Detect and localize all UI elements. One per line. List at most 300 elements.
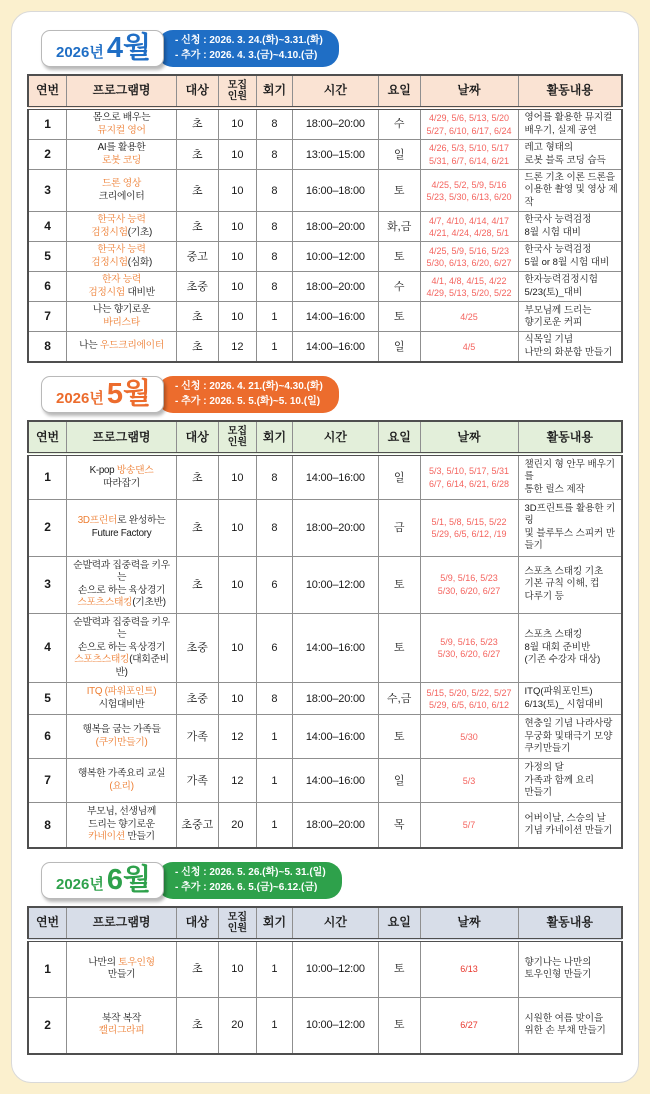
table-row xyxy=(28,940,622,997)
column-header xyxy=(218,75,257,108)
program-name-part: 순발력과 집중력을 키우는 xyxy=(73,616,170,641)
table-row xyxy=(28,140,622,170)
cell-time: 14:00–16:00 xyxy=(292,759,378,803)
cell-time: 14:00–16:00 xyxy=(292,715,378,759)
program-name-part: 스포츠스태킹 xyxy=(74,654,130,666)
column-header-label: 연번 xyxy=(35,915,60,930)
cell-no: 5 xyxy=(28,242,67,272)
column-header-label: 모집 xyxy=(227,912,248,923)
program-name-part: 드리는 향기로운 xyxy=(88,818,155,830)
cell-program-name xyxy=(67,803,177,848)
column-header-label: 시간 xyxy=(323,83,347,98)
cell-day: 일 xyxy=(378,759,420,803)
column-header xyxy=(257,907,293,940)
cell-time: 14:00–16:00 xyxy=(292,332,378,362)
cell-time: 18:00–20:00 xyxy=(292,803,378,848)
date-line: 5/27, 6/10, 6/17, 6/24 xyxy=(426,125,512,136)
column-header-label: 활동내용 xyxy=(546,915,593,930)
cell-sessions: 8 xyxy=(257,108,293,140)
activity-line: 한국사 능력검정 xyxy=(524,214,592,226)
cell-activity xyxy=(518,332,622,362)
activity-line: 레고 형태의 xyxy=(524,142,574,154)
cell-dates xyxy=(420,715,518,759)
cell-time: 18:00–20:00 xyxy=(292,683,378,715)
program-name-part: 드론 영상 xyxy=(102,178,142,190)
table-row xyxy=(28,683,622,715)
cell-target: 초중 xyxy=(176,683,218,715)
cell-program-name xyxy=(67,500,177,556)
cell-dates xyxy=(420,940,518,997)
date-line: 5/30, 6/13, 6/20, 6/27 xyxy=(426,257,512,268)
date-line: 5/9, 5/16, 5/23 xyxy=(440,636,498,647)
cell-activity xyxy=(518,556,622,613)
cell-time: 18:00–20:00 xyxy=(292,272,378,302)
program-name-part: 검정시험 xyxy=(91,226,128,238)
table-row xyxy=(28,108,622,140)
cell-target: 초 xyxy=(176,332,218,362)
activity-line: 한국사 능력검정 xyxy=(524,244,592,256)
cell-no: 1 xyxy=(28,108,67,140)
activity-line: 스포츠 스태킹 기초 xyxy=(524,566,604,578)
column-header-label: 프로그램명 xyxy=(92,83,151,98)
activity-line: 3D프린트를 활용한 키링 xyxy=(524,503,616,527)
activity-line: 챌린지 형 안무 배우기를 xyxy=(524,459,616,483)
date-line: 5/3, 5/10, 5/17, 5/31 xyxy=(428,466,510,477)
cell-day: 수,금 xyxy=(378,683,420,715)
cell-time: 10:00–12:00 xyxy=(292,940,378,997)
cell-dates xyxy=(420,272,518,302)
column-header xyxy=(518,75,622,108)
cell-target: 가족 xyxy=(176,715,218,759)
cell-dates xyxy=(420,556,518,613)
activity-line: 가족과 함께 요리 xyxy=(524,774,595,786)
activity-line: 향기로운 커피 xyxy=(524,316,583,328)
activity-line: 식목일 기념 xyxy=(524,334,574,346)
april-titlebar xyxy=(41,30,623,67)
cell-capacity: 10 xyxy=(218,170,257,212)
cell-day: 목 xyxy=(378,803,420,848)
header-row xyxy=(28,907,622,940)
date-line: 5/29, 6/5, 6/10, 6/12 xyxy=(428,699,510,710)
activity-line: 스포츠 스태킹 xyxy=(524,629,583,641)
cell-dates xyxy=(420,500,518,556)
may-titlebar xyxy=(41,376,623,413)
cell-activity xyxy=(518,500,622,556)
cell-activity xyxy=(518,242,622,272)
column-header xyxy=(378,75,420,108)
cell-target: 초 xyxy=(176,454,218,500)
activity-line: 위한 손 부채 만들기 xyxy=(524,1025,606,1037)
program-name-part: 검정시험 xyxy=(91,256,128,268)
date-line: 4/7, 4/10, 4/14, 4/17 xyxy=(428,215,510,226)
april-program-table xyxy=(27,74,623,363)
cell-day: 토 xyxy=(378,242,420,272)
cell-day: 토 xyxy=(378,940,420,997)
column-header-label: 시간 xyxy=(323,915,347,930)
activity-line: 5/23(토)_대비 xyxy=(524,286,583,298)
cell-time: 10:00–12:00 xyxy=(292,242,378,272)
cell-sessions: 1 xyxy=(257,332,293,362)
program-name-part: (기초반) xyxy=(132,597,166,609)
program-name-part: 한자 능력 xyxy=(102,274,142,286)
column-header-label: 요일 xyxy=(387,83,411,98)
activity-line: 토우인형 만들기 xyxy=(524,969,592,981)
column-header xyxy=(292,907,378,940)
program-name-part: 로 완성하는 xyxy=(117,515,166,527)
activity-line: 5월 or 8월 시험 대비 xyxy=(524,256,610,268)
date-line: 4/1, 4/8, 4/15, 4/22 xyxy=(431,275,507,286)
program-name-part: 크리에이터 xyxy=(98,190,145,202)
activity-line: 나만의 화분함 만들기 xyxy=(524,346,613,358)
cell-target: 초 xyxy=(176,302,218,332)
cell-program-name xyxy=(67,332,177,362)
program-name-part: 시험대비반 xyxy=(98,698,145,710)
column-header-label: 회기 xyxy=(262,429,287,444)
cell-dates xyxy=(420,613,518,683)
date-line: 4/29, 5/13, 5/20, 5/22 xyxy=(426,287,512,298)
program-name-part: 한국사 능력 xyxy=(97,244,146,256)
cell-capacity: 10 xyxy=(218,272,257,302)
activity-line: 만들기 xyxy=(524,787,553,799)
may-year-label: 2026년 xyxy=(56,390,104,408)
june-program-table xyxy=(27,906,623,1055)
date-line: 6/13 xyxy=(460,964,478,975)
cell-capacity: 10 xyxy=(218,940,257,997)
cell-day: 토 xyxy=(378,715,420,759)
program-name-part: 북작 복작 xyxy=(102,1012,142,1024)
cell-no: 1 xyxy=(28,940,67,997)
cell-day: 토 xyxy=(378,170,420,212)
cell-day: 수 xyxy=(378,272,420,302)
cell-activity xyxy=(518,683,622,715)
program-name-part: 뮤지컬 영어 xyxy=(97,124,146,136)
date-line: 4/29, 5/6, 5/13, 5/20 xyxy=(428,113,510,124)
activity-line: 8월 시험 대비 xyxy=(524,226,581,238)
may-notice-line2: - 추가 : 2026. 5. 5.(화)~5. 10.(일) xyxy=(175,395,321,407)
june-month-label: 6월 xyxy=(106,864,152,896)
cell-no: 7 xyxy=(28,759,67,803)
column-header xyxy=(518,907,622,940)
cell-capacity: 12 xyxy=(218,332,257,362)
cell-time: 10:00–12:00 xyxy=(292,997,378,1054)
activity-line: 한자능력검정시험 xyxy=(524,274,598,286)
table-row xyxy=(28,715,622,759)
program-name-part: 따라잡기 xyxy=(103,477,140,489)
cell-activity xyxy=(518,997,622,1054)
cell-target: 초 xyxy=(176,997,218,1054)
cell-no: 8 xyxy=(28,332,67,362)
cell-sessions: 1 xyxy=(257,302,293,332)
cell-no: 2 xyxy=(28,997,67,1054)
may-program-table xyxy=(27,420,623,849)
cell-dates xyxy=(420,759,518,803)
activity-line: 로봇 블록 코딩 습득 xyxy=(524,154,606,166)
cell-time: 14:00–16:00 xyxy=(292,302,378,332)
column-header-label: 모집 xyxy=(227,80,248,91)
activity-line: (기존 수강자 대상) xyxy=(524,654,601,666)
cell-no: 2 xyxy=(28,140,67,170)
cell-activity xyxy=(518,454,622,500)
column-header-label: 인원 xyxy=(227,923,248,934)
cell-program-name xyxy=(67,997,177,1054)
cell-no: 7 xyxy=(28,302,67,332)
cell-program-name xyxy=(67,683,177,715)
program-name-part: 캘리그라피 xyxy=(98,1025,145,1037)
program-name-part: 나는 향기로운 xyxy=(92,304,151,316)
column-header-label: 시간 xyxy=(323,429,347,444)
activity-line: 부모님께 드리는 xyxy=(524,304,592,316)
cell-sessions: 8 xyxy=(257,272,293,302)
cell-capacity: 10 xyxy=(218,556,257,613)
date-line: 5/23, 5/30, 6/13, 6/20 xyxy=(426,191,512,202)
cell-capacity: 10 xyxy=(218,454,257,500)
activity-line: 현충일 기념 나라사랑 xyxy=(524,718,613,730)
date-line: 6/27 xyxy=(460,1020,478,1031)
table-row xyxy=(28,556,622,613)
table-row xyxy=(28,272,622,302)
program-name-part: 순발력과 집중력을 키우는 xyxy=(73,559,170,584)
column-header-label: 날짜 xyxy=(457,915,481,930)
section-june xyxy=(27,862,623,1055)
activity-line: 다루기 등 xyxy=(524,590,564,602)
program-name-part: (심화) xyxy=(127,256,152,268)
program-name-part: 한국사 능력 xyxy=(97,214,146,226)
cell-no: 4 xyxy=(28,613,67,683)
date-line: 4/25, 5/9, 5/16, 5/23 xyxy=(428,245,510,256)
cell-dates xyxy=(420,302,518,332)
activity-line: 8월 대회 준비반 xyxy=(524,641,591,653)
column-header xyxy=(420,907,518,940)
date-line: 5/30, 6/20, 6/27 xyxy=(437,585,501,596)
june-titlebar xyxy=(41,862,623,899)
date-line: 4/25 xyxy=(460,311,478,322)
cell-capacity: 10 xyxy=(218,108,257,140)
cell-activity xyxy=(518,940,622,997)
may-notice-pill xyxy=(157,376,339,413)
table-row xyxy=(28,803,622,848)
column-header-label: 연번 xyxy=(35,83,60,98)
column-header-label: 요일 xyxy=(387,429,411,444)
date-line: 4/25, 5/2, 5/9, 5/16 xyxy=(431,179,507,190)
cell-target: 초중고 xyxy=(176,803,218,848)
column-header xyxy=(518,421,622,454)
cell-program-name xyxy=(67,272,177,302)
column-header-label: 인원 xyxy=(227,437,248,449)
cell-program-name xyxy=(67,613,177,683)
column-header xyxy=(292,421,378,454)
date-line: 5/30, 6/20, 6/27 xyxy=(437,648,501,659)
column-header-label: 활동내용 xyxy=(546,83,593,98)
cell-capacity: 12 xyxy=(218,759,257,803)
cell-day: 일 xyxy=(378,140,420,170)
cell-activity xyxy=(518,108,622,140)
cell-program-name xyxy=(67,170,177,212)
column-header xyxy=(378,907,420,940)
may-notice-line1: - 신청 : 2026. 4. 21.(화)~4.30.(화) xyxy=(175,381,323,393)
cell-capacity: 10 xyxy=(218,212,257,242)
cell-target: 초 xyxy=(176,500,218,556)
cell-program-name xyxy=(67,212,177,242)
cell-time: 14:00–16:00 xyxy=(292,454,378,500)
activity-line: 및 블루투스 스피커 만들기 xyxy=(524,527,616,552)
cell-sessions: 1 xyxy=(257,803,293,848)
cell-activity xyxy=(518,613,622,683)
activity-line: 어버이날, 스승의 날 xyxy=(524,812,606,824)
cell-program-name xyxy=(67,242,177,272)
column-header xyxy=(176,907,218,940)
activity-line: 6/13(토)_ 시험대비 xyxy=(524,698,604,710)
cell-capacity: 10 xyxy=(218,242,257,272)
section-april xyxy=(27,30,623,363)
cell-dates xyxy=(420,454,518,500)
cell-time: 13:00–15:00 xyxy=(292,140,378,170)
header-row xyxy=(28,421,622,454)
cell-day: 수 xyxy=(378,108,420,140)
cell-sessions: 6 xyxy=(257,613,293,683)
activity-line: 기념 카네이션 만들기 xyxy=(524,825,613,837)
column-header xyxy=(28,907,67,940)
date-line: 6/7, 6/14, 6/21, 6/28 xyxy=(428,478,510,489)
cell-day: 일 xyxy=(378,454,420,500)
column-header-label: 날짜 xyxy=(457,429,481,444)
flyer-card xyxy=(11,11,639,1083)
cell-time: 18:00–20:00 xyxy=(292,108,378,140)
column-header-label: 회기 xyxy=(262,83,287,98)
column-header xyxy=(378,421,420,454)
date-line: 5/29, 6/5, 6/12, /19 xyxy=(431,528,507,539)
cell-no: 6 xyxy=(28,272,67,302)
cell-sessions: 8 xyxy=(257,683,293,715)
cell-dates xyxy=(420,212,518,242)
may-month-chip xyxy=(41,376,164,413)
column-header xyxy=(420,421,518,454)
program-name-part: 손으로 하는 육상경기 xyxy=(77,641,166,653)
date-line: 5/1, 5/8, 5/15, 5/22 xyxy=(431,516,507,527)
cell-program-name xyxy=(67,940,177,997)
header-row xyxy=(28,75,622,108)
column-header-label: 활동내용 xyxy=(546,429,593,444)
cell-dates xyxy=(420,803,518,848)
june-notice-line1: - 신청 : 2026. 5. 26.(화)~5. 31.(일) xyxy=(175,867,326,878)
date-line: 5/30 xyxy=(460,731,478,742)
cell-no: 2 xyxy=(28,500,67,556)
program-name-part: 나만의 xyxy=(88,956,119,968)
cell-program-name xyxy=(67,302,177,332)
program-name-part: 토우인형 xyxy=(118,956,155,968)
cell-target: 초 xyxy=(176,140,218,170)
cell-target: 가족 xyxy=(176,759,218,803)
cell-target: 초중 xyxy=(176,272,218,302)
section-may xyxy=(27,376,623,849)
program-name-part: 나는 xyxy=(79,340,100,352)
activity-line: 가정의 달 xyxy=(524,762,564,774)
cell-target: 초 xyxy=(176,940,218,997)
date-line: 5/7 xyxy=(462,820,476,831)
cell-day: 토 xyxy=(378,556,420,613)
cell-target: 초 xyxy=(176,212,218,242)
june-month-chip xyxy=(41,862,164,899)
activity-line: 영어를 활용한 뮤지컬 xyxy=(524,112,613,124)
program-name-part: 행복을 굽는 가족들 xyxy=(82,724,161,736)
activity-line: 쿠키만들기 xyxy=(524,743,571,755)
cell-no: 1 xyxy=(28,454,67,500)
program-name-part: (기초) xyxy=(127,226,152,238)
cell-target: 초 xyxy=(176,108,218,140)
program-name-part: 우드크리에이터 xyxy=(99,340,164,352)
column-header xyxy=(218,907,257,940)
program-name-part: 로봇 코딩 xyxy=(102,154,142,166)
cell-time: 10:00–12:00 xyxy=(292,556,378,613)
column-header xyxy=(67,907,177,940)
column-header xyxy=(176,75,218,108)
cell-capacity: 10 xyxy=(218,500,257,556)
april-month-chip xyxy=(41,30,164,67)
april-notice-line2: - 추가 : 2026. 4. 3.(금)~4.10.(금) xyxy=(175,49,318,61)
cell-capacity: 12 xyxy=(218,715,257,759)
activity-line: 기본 규칙 이해, 컵 xyxy=(524,578,600,590)
cell-sessions: 8 xyxy=(257,170,293,212)
cell-capacity: 20 xyxy=(218,997,257,1054)
cell-capacity: 10 xyxy=(218,613,257,683)
cell-time: 18:00–20:00 xyxy=(292,500,378,556)
may-month-label: 5월 xyxy=(106,378,152,411)
cell-target: 초중 xyxy=(176,613,218,683)
program-name-part: AI를 활용한 xyxy=(97,142,146,154)
activity-line: 배우기, 실제 공연 xyxy=(524,124,597,136)
cell-sessions: 1 xyxy=(257,997,293,1054)
activity-line: 통한 릴스 제작 xyxy=(524,483,585,495)
cell-sessions: 8 xyxy=(257,500,293,556)
cell-dates xyxy=(420,683,518,715)
column-header xyxy=(67,75,177,108)
cell-no: 8 xyxy=(28,803,67,848)
table-row xyxy=(28,997,622,1054)
column-header-label: 대상 xyxy=(185,429,209,444)
table-row xyxy=(28,454,622,500)
cell-capacity: 10 xyxy=(218,302,257,332)
cell-target: 초 xyxy=(176,556,218,613)
activity-line: 이용한 촬영 및 영상 제작 xyxy=(524,184,618,208)
cell-no: 3 xyxy=(28,556,67,613)
column-header xyxy=(176,421,218,454)
program-name-part: 스포츠스태킹 xyxy=(77,597,133,609)
column-header-label: 대상 xyxy=(185,915,209,930)
program-name-part: Future Factory xyxy=(91,527,152,539)
program-name-part: 몸으로 배우는 xyxy=(92,112,151,123)
date-line: 5/3 xyxy=(462,775,476,786)
june-notice-line2: - 추가 : 2026. 6. 5.(금)~6.12.(금) xyxy=(175,881,318,893)
program-name-part: 방송댄스 xyxy=(116,465,154,477)
program-name-part: 카네이션 xyxy=(88,831,125,843)
cell-no: 5 xyxy=(28,683,67,715)
cell-dates xyxy=(420,170,518,212)
cell-capacity: 10 xyxy=(218,683,257,715)
cell-target: 중고 xyxy=(176,242,218,272)
cell-activity xyxy=(518,272,622,302)
cell-activity xyxy=(518,803,622,848)
cell-dates xyxy=(420,332,518,362)
column-header xyxy=(420,75,518,108)
cell-dates xyxy=(420,140,518,170)
program-name-part: 부모님, 선생님께 xyxy=(87,806,157,818)
cell-activity xyxy=(518,759,622,803)
column-header-label: 인원 xyxy=(227,91,248,102)
column-header xyxy=(67,421,177,454)
cell-program-name xyxy=(67,454,177,500)
cell-day: 화,금 xyxy=(378,212,420,242)
program-name-part: 만들기 xyxy=(107,969,136,981)
activity-line: 드론 기초 이론 드론을 xyxy=(524,172,616,184)
